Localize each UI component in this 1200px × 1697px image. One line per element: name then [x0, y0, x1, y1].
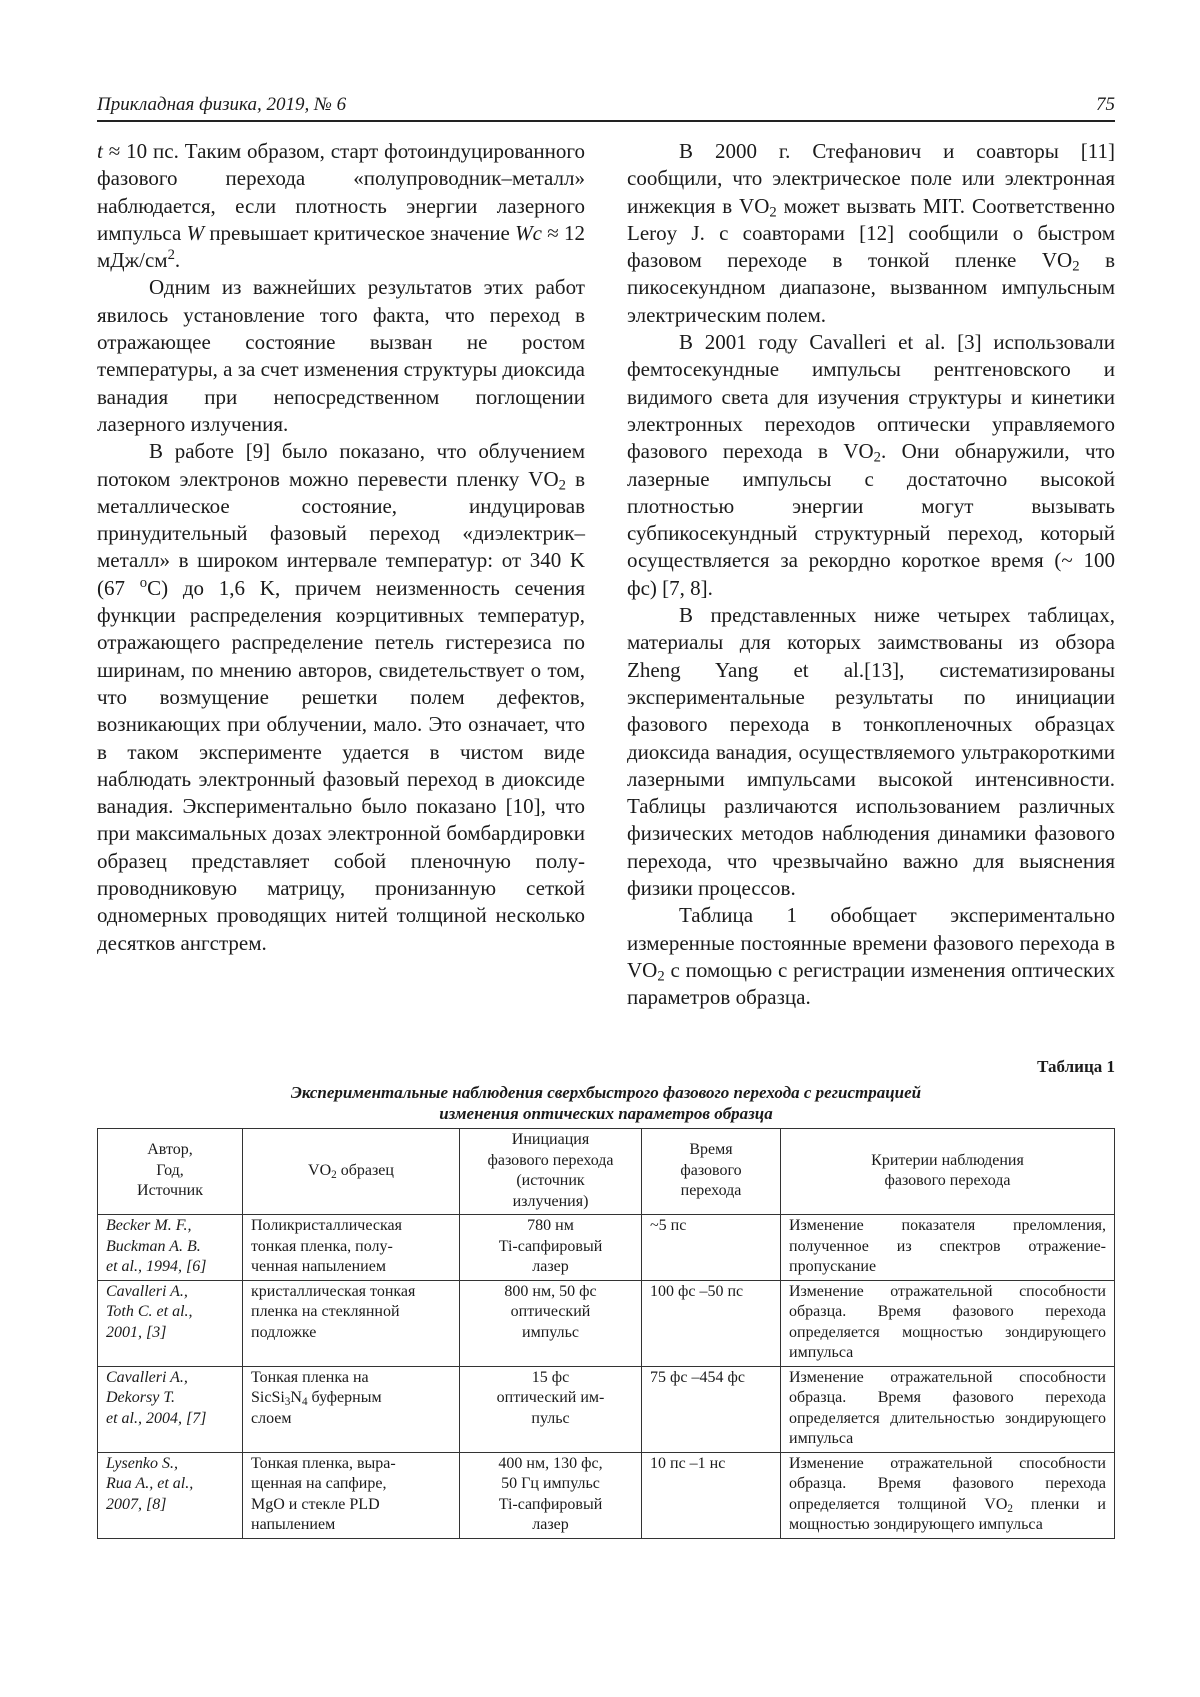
- cell-sample: кристаллическая тонкая пленка на стеклянной подложке: [243, 1280, 460, 1366]
- cell-criteria: Изменение отражательной способности образца. Время фазового перехода определяется длительностью зондирующего импульса: [781, 1366, 1115, 1452]
- cell-sample: Тонкая пленка на $SicSi_3N_4$ буферным слоем: [243, 1366, 460, 1452]
- table-row: [98, 1215, 1115, 1281]
- table-body: [98, 1215, 1115, 1539]
- header-sample: $VO_2$ образец: [243, 1129, 460, 1215]
- left-column-paragraph: В работе [9] было показано, что облучением потоком электронов можно перевести пленку $VO_2$ в металлическое состояние, индуцировав принудительный фазовый переход «диэлектрик–металл» в широком интервале температур: от 340 K (67 $^o$C) до 1,6 K, причем неизменность сечения функции распределения коэрцитивных температур, отражающего распределение петель гистерезиса по ширинам, по мнению авторов, свидетельствует о том, что возмущение решетки полем дефектов, возникающих при облучении, мало. Это означает, что в таком эксперименте удается в чистом виде наблюдать электронный фазовый переход в диоксиде ванадия. Экспериментально было показано [10], что при максимальных дозах электронной бомбардировки образец представляет собой пленочную полупроводниковую матрицу, пронизанную сеткой одномерных проводящих нитей толщиной несколько десятков ангстрем.: [97, 439, 585, 955]
- right-column-paragraph: В 2001 году Cavalleri et al. [3] использовали фемтосекундные импульсы рентгеновского и видимого света для изучения структуры и кинетики электронных переходов оптически управляемого фазового перехода в $VO_2$. Они обнаружили, что лазерные импульсы с достаточно высокой плотностью энергии могут вызывать субпикосекундный структурный переход, который осуществляется за рекордно короткое время (~ 100 фс) [7, 8].: [627, 330, 1115, 600]
- cell-time: 100 фс –50 пс: [642, 1280, 781, 1366]
- table-row: [98, 1366, 1115, 1452]
- table-header-row: [98, 1129, 1115, 1215]
- cell-sample: Тонкая пленка, выра- щенная на сапфире, MgO и стекле PLD напылением: [243, 1452, 460, 1538]
- cell-author: Cavalleri A., Dekorsy T. et al., 2004, [7]: [98, 1366, 243, 1452]
- right-column-paragraph: Таблица 1 обобщает экспериментально измеренные постоянные времени фазового перехода в $VO_2$ с помощью с регистрации изменения оптических параметров образца.: [627, 903, 1115, 1010]
- right-column-paragraph: В представленных ниже четырех таблицах, материалы для которых заимствованы из обзора Zheng Yang et al.[13], систематизированы экспериментальные результаты по инициации фазового перехода в тонкопленочных образцах диоксида ванадия, осуществляемого ультракороткими лазерными импульсами высокой интенсивности. Таблицы различаются использованием различных физических методов наблюдения динамики фазового перехода, что чрезвычайно важно для выяснения физики процессов.: [627, 603, 1115, 901]
- cell-criteria: Изменение показателя преломления, полученное из спектров отражение-пропускание: [781, 1215, 1115, 1281]
- cell-initiation: 15 фс оптический им- пульс: [460, 1366, 642, 1452]
- header-author: Автор, Год, Источник: [98, 1129, 243, 1215]
- cell-initiation: 780 нм Ti-сапфировый лазер: [460, 1215, 642, 1281]
- cell-author: Becker M. F., Buckman A. B. et al., 1994, [6]: [98, 1215, 243, 1281]
- table-label: Таблица 1: [1037, 1057, 1115, 1076]
- left-column: [97, 138, 585, 957]
- right-column: [627, 138, 1115, 1012]
- header-initiation: Инициация фазового перехода (источник излучения): [460, 1129, 642, 1215]
- table-caption-line-2: изменения оптических параметров образца: [439, 1104, 773, 1123]
- cell-sample: Поликристаллическая тонкая пленка, полу- ченная напылением: [243, 1215, 460, 1281]
- journal-title: Прикладная физика, 2019, № 6: [97, 94, 347, 115]
- cell-author: Cavalleri A., Toth C. et al., 2001, [3]: [98, 1280, 243, 1366]
- cell-time: ~5 пс: [642, 1215, 781, 1281]
- table-caption: [97, 1082, 1115, 1124]
- page-number: 75: [1096, 94, 1115, 115]
- left-column-paragraph: t ≈ 10 пс. Таким образом, старт фотоиндуцированного фазового перехода «полупроводник–металл» наблюдается, если плотность энергии лазерного импульса W превышает критическое значение Wc ≈ 12 мДж/$см^2$.: [97, 139, 585, 273]
- cell-author: Lysenko S., Rua A., et al., 2007, [8]: [98, 1452, 243, 1538]
- results-table: [97, 1128, 1115, 1539]
- cell-time: 10 пс –1 нс: [642, 1452, 781, 1538]
- cell-time: 75 фс –454 фс: [642, 1366, 781, 1452]
- cell-initiation: 400 нм, 130 фс, 50 Гц импульс Ti-сапфировый лазер: [460, 1452, 642, 1538]
- table-row: [98, 1452, 1115, 1538]
- table-row: [98, 1280, 1115, 1366]
- header-time: Время фазового перехода: [642, 1129, 781, 1215]
- running-header: [97, 90, 1115, 122]
- left-column-paragraph: Одним из важнейших результатов этих работ явилось установление того факта, что переход в отражающее состояние вызван не ростом температуры, а за счет изменения структуры диоксида ванадия при непосредственном поглощении лазерного излучения.: [97, 275, 585, 436]
- table-caption-line-1: Экспериментальные наблюдения сверхбыстрого фазового перехода с регистрацией: [290, 1083, 922, 1102]
- right-column-paragraph: В 2000 г. Стефанович и соавторы [11] сообщили, что электрическое поле или электронная инжекция в $VO_2$ может вызвать MIT. Соответственно Leroy J. с соавторами [12] сообщили о быстром фазовом переходе в тонкой пленке $VO_2$ в пикосекундном диапазоне, вызванном импульсным электрическим полем.: [627, 139, 1115, 327]
- cell-initiation: 800 нм, 50 фс оптический импульс: [460, 1280, 642, 1366]
- header-criteria: Критерии наблюдения фазового перехода: [781, 1129, 1115, 1215]
- cell-criteria: Изменение отражательной способности образца. Время фазового перехода определяется толщиной $VO_2$ пленки и мощностью зондирующего импульса: [781, 1452, 1115, 1538]
- cell-criteria: Изменение отражательной способности образца. Время фазового перехода определяется мощностью зондирующего импульса: [781, 1280, 1115, 1366]
